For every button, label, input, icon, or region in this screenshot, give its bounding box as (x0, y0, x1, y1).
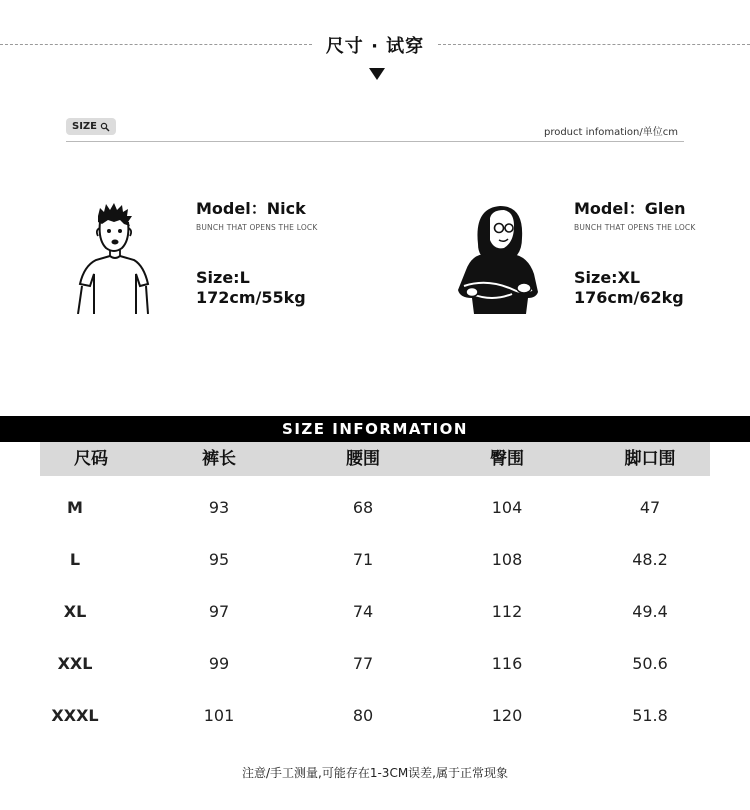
size-tag (66, 118, 116, 135)
cell-leg-opening: 48.2 (632, 550, 668, 569)
cell-length: 101 (203, 706, 235, 725)
model-size: Size:L (196, 268, 250, 287)
cell-hip: 108 (491, 550, 523, 569)
column-header-waist: 腰围 (346, 449, 380, 469)
model-card-glen (574, 198, 695, 308)
column-header-hip: 臀围 (490, 449, 524, 469)
cell-waist: 68 (352, 498, 374, 517)
info-divider (66, 141, 684, 142)
cell-size: L (69, 550, 81, 569)
model-card-nick (196, 198, 317, 308)
table-row (0, 534, 750, 586)
column-header-leg-opening: 脚口围 (624, 449, 676, 469)
model-subtitle: BUNCH THAT OPENS THE LOCK (196, 223, 318, 232)
title-dashed-divider-left (0, 44, 312, 45)
cell-hip: 120 (491, 706, 523, 725)
column-header-size: 尺码 (74, 449, 108, 469)
size-table-header (40, 442, 710, 476)
cell-hip: 116 (491, 654, 523, 673)
size-table-banner: SIZE INFORMATION (0, 416, 750, 442)
cell-leg-opening: 50.6 (632, 654, 668, 673)
search-icon (100, 122, 110, 132)
cell-length: 95 (208, 550, 230, 569)
section-title-row (0, 32, 750, 56)
cell-hip: 104 (491, 498, 523, 517)
cell-waist: 77 (352, 654, 374, 673)
cell-waist: 74 (352, 602, 374, 621)
down-arrow-icon (369, 68, 385, 80)
model-height-weight: 172cm/55kg (196, 288, 306, 307)
cell-leg-opening: 49.4 (632, 602, 668, 621)
table-row (0, 690, 750, 742)
model-size: Size:XL (574, 268, 641, 287)
cell-waist: 80 (352, 706, 374, 725)
measurement-note: 注意/手工测量,可能存在1-3CM误差,属于正常现象 (241, 766, 508, 780)
model-height-weight: 176cm/62kg (574, 288, 684, 307)
model-subtitle: BUNCH THAT OPENS THE LOCK (574, 223, 696, 232)
cell-leg-opening: 51.8 (632, 706, 668, 725)
cell-length: 99 (208, 654, 230, 673)
model-nick-illustration (70, 198, 154, 314)
size-tag-label: SIZE (72, 121, 98, 132)
table-row (0, 482, 750, 534)
page-title: 尺寸 · 试穿 (325, 36, 425, 57)
cell-length: 93 (208, 498, 230, 517)
product-info-label: product infomation/单位cm (543, 127, 678, 138)
cell-size: XXL (57, 654, 93, 673)
column-header-length: 裤长 (202, 449, 236, 469)
cell-leg-opening: 47 (639, 498, 661, 517)
title-dashed-divider-right (438, 44, 750, 45)
model-name: Model：Glen (574, 199, 686, 218)
cell-length: 97 (208, 602, 230, 621)
table-row (0, 586, 750, 638)
cell-size: M (67, 498, 83, 517)
cell-size: XXXL (51, 706, 99, 725)
cell-size: XL (63, 602, 87, 621)
cell-waist: 71 (352, 550, 374, 569)
model-glen-illustration (452, 198, 542, 314)
cell-hip: 112 (491, 602, 523, 621)
model-name: Model：Nick (196, 199, 306, 218)
table-row (0, 638, 750, 690)
